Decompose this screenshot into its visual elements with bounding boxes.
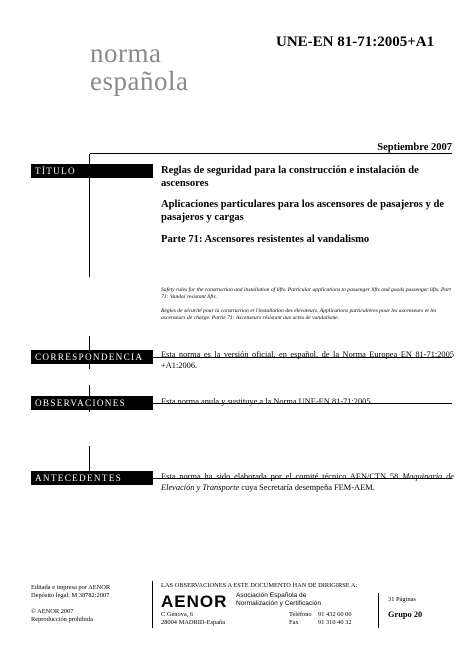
section-rule xyxy=(90,153,452,154)
section-label-antecedentes: ANTECEDENTES xyxy=(31,471,153,485)
title-english: Safety rules for the construction and installation of lifts. Particular applications to passenger lifts and goods passenger lifts. Part 71: Vandal resistant lifts. xyxy=(161,287,451,301)
title-spanish: Reglas de seguridad para la construcción e instalación de ascensores xyxy=(161,165,419,189)
antecedentes-text: Esta norma ha sido elaborada por el comité técnico AEN/CTN 58 Maquinaria de Elevación y Transporte cuya Secretaría desempeña FEM-AEM. xyxy=(161,472,455,492)
publication-date: Septiembre 2007 xyxy=(377,142,452,153)
footer-fax-label: Fax xyxy=(289,619,299,626)
aenor-org-name: Asociación Española de Normalización y Certificación xyxy=(236,592,322,607)
footer-deposit: Depósito legal: M 38782:2007 xyxy=(31,592,110,599)
observaciones-text: Esta norma anula y sustituye a la Norma UNE-EN 81-71:2005. xyxy=(161,397,373,406)
title-french: Règles de sécurité pour la construction et l'installation des élévateurs. Applications particulières pour les ascenseurs et les ascenseurs de charge. Partie 71: Ascenseurs résistant aux actes de vandalisme. xyxy=(161,308,437,322)
part-title: Parte 71: Ascensores resistentes al vandalismo xyxy=(161,234,370,245)
footer-divider xyxy=(378,593,379,628)
footer-address1: C Génova, 6 xyxy=(161,611,194,618)
section-label-titulo: TÍTULO xyxy=(31,164,153,178)
standard-code: UNE-EN 81-71:2005+A1 xyxy=(276,34,435,50)
brand-norma: norma xyxy=(90,38,162,68)
footer-observations-heading: LAS OBSERVACIONES A ESTE DOCUMENTO HAN DE DIRIGIRSE A: xyxy=(161,582,358,589)
section-label-observaciones: OBSERVACIONES xyxy=(31,396,153,410)
page-count: 31 Páginas xyxy=(388,596,416,603)
section-label-correspondencia: CORRESPONDENCIA xyxy=(31,350,153,364)
footer-reproduction: Reproducción prohibida xyxy=(31,616,93,623)
footer-phone: 91 432 60 00 xyxy=(318,611,352,618)
subtitle-spanish: Aplicaciones particulares para los ascensores de pasajeros y de pasajeros y cargas xyxy=(161,199,445,223)
price-group: Grupo 20 xyxy=(388,610,423,619)
footer-edited: Editada e impresa por AENOR xyxy=(31,584,111,591)
footer-divider xyxy=(152,581,153,628)
aenor-logo: AENOR xyxy=(161,592,228,611)
brand-espanola: española xyxy=(90,66,189,96)
footer-address2: 28004 MADRID-España xyxy=(161,619,226,626)
footer-copyright: © AENOR 2007 xyxy=(31,608,74,615)
footer-phone-label: Teléfono xyxy=(289,611,312,618)
correspondencia-text: Esta norma es la versión oficial, en español, de la Norma Europea EN 81-71:2005 +A1:2006. xyxy=(161,350,454,370)
footer-fax: 91 310 40 32 xyxy=(318,619,352,626)
